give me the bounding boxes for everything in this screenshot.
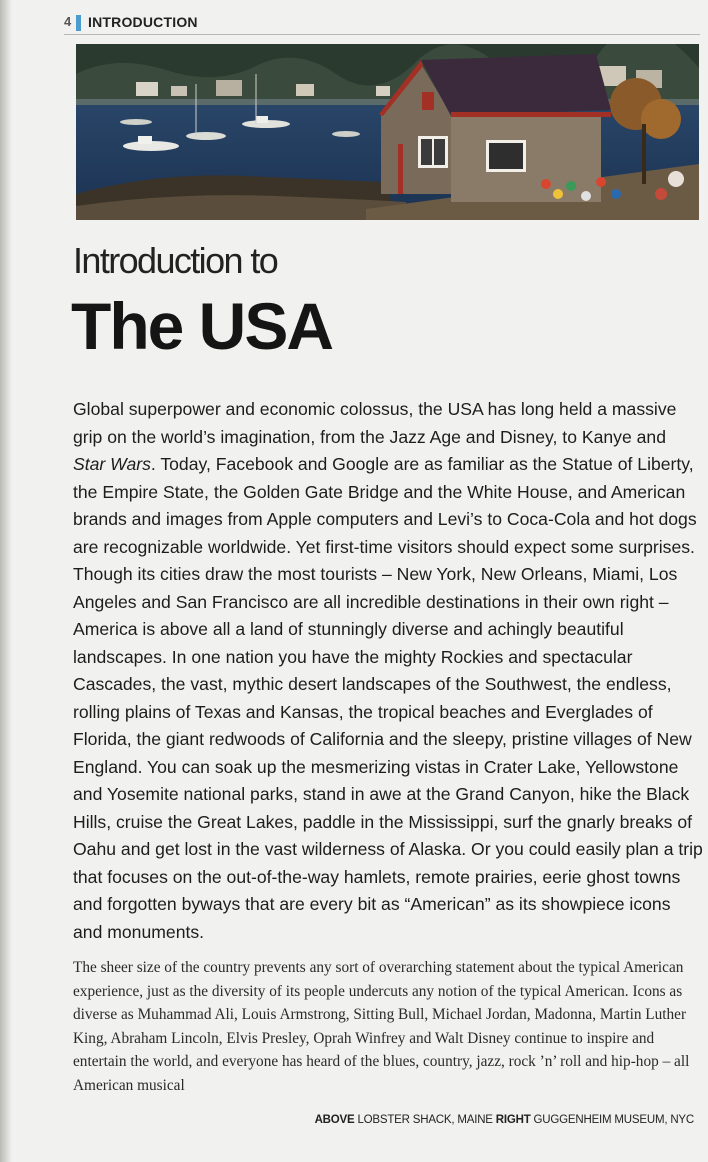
lead-text-part-1: Global superpower and economic colossus, the USA has long held a massive grip on the world’s imagination, from the Jazz Age and Disney, to Kanye and <box>73 399 677 447</box>
caption-label-right: RIGHT <box>495 1114 531 1126</box>
title-line-1: Introduction to <box>73 240 278 281</box>
section-color-bar <box>76 15 81 31</box>
lead-italic-title: Star Wars <box>73 454 151 474</box>
body-paragraph <box>73 956 698 1098</box>
caption-label-above: ABOVE <box>314 1114 355 1126</box>
photo-icon <box>76 44 699 220</box>
lead-paragraph <box>73 396 703 946</box>
page-number: 4 <box>64 14 72 29</box>
caption-text-right: GUGGENHEIM MUSEUM, NYC <box>530 1114 694 1126</box>
title-line-2: The USA <box>71 289 333 363</box>
photo-caption <box>315 1114 694 1126</box>
section-label: INTRODUCTION <box>88 14 198 30</box>
running-header <box>64 12 700 35</box>
lead-text-part-2: . Today, Facebook and Google are as familiar as the Statue of Liberty, the Empire State, the Golden Gate Bridge and the White House, and American brands and images from Apple computers and Levi’s to Coca-Cola and hot dogs are recognizable worldwide. Yet first-time visitors should expect some surprises. Though its cities draw the most tourists – New York, New Orleans, Miami, Los Angeles and San Francisco are all incredible destinations in their own right – America is above all a land of stunningly diverse and achingly beautiful landscapes. In one nation you have the mighty Rockies and spectacular Cascades, the vast, mythic desert landscapes of the Southwest, the endless, rolling plains of Texas and Kansas, the tropical beaches and Everglades of Florida, the giant redwoods of California and the sleepy, pristine villages of New England. You can soak up the mesmerizing vistas in Crater Lake, Yellowstone and Yosemite national parks, stand in awe at the Grand Canyon, hike the Black Hills, cruise the Great Lakes, paddle in the Mississippi, surf the gnarly breaks of Oahu and get lost in the vast wilderness of Alaska. Or you could easily plan a trip that focuses on the out-of-the-way hamlets, remote prairies, eerie ghost towns and forgotten byways that are every bit as “American” as its showpiece icons and monuments. <box>73 454 703 942</box>
caption-text-above: LOBSTER SHACK, MAINE <box>354 1114 496 1126</box>
body-text: The sheer size of the country prevents any sort of overarching statement about the typical American experience, just as the diversity of its people undercuts any notion of the typical American. Icons as diverse as Muhammad Ali, Louis Armstrong, Sitting Bull, Michael Jordan, Madonna, Martin Luther King, Abraham Lincoln, Elvis Presley, Oprah Winfrey and Walt Disney continue to inspire and entertain the world, and everyone has heard of the blues, country, jazz, rock ’n’ roll and hip-hop – all American musical <box>73 959 690 1094</box>
hero-photo-lobster-shack <box>76 44 699 220</box>
page-gutter-shadow <box>0 0 12 1162</box>
